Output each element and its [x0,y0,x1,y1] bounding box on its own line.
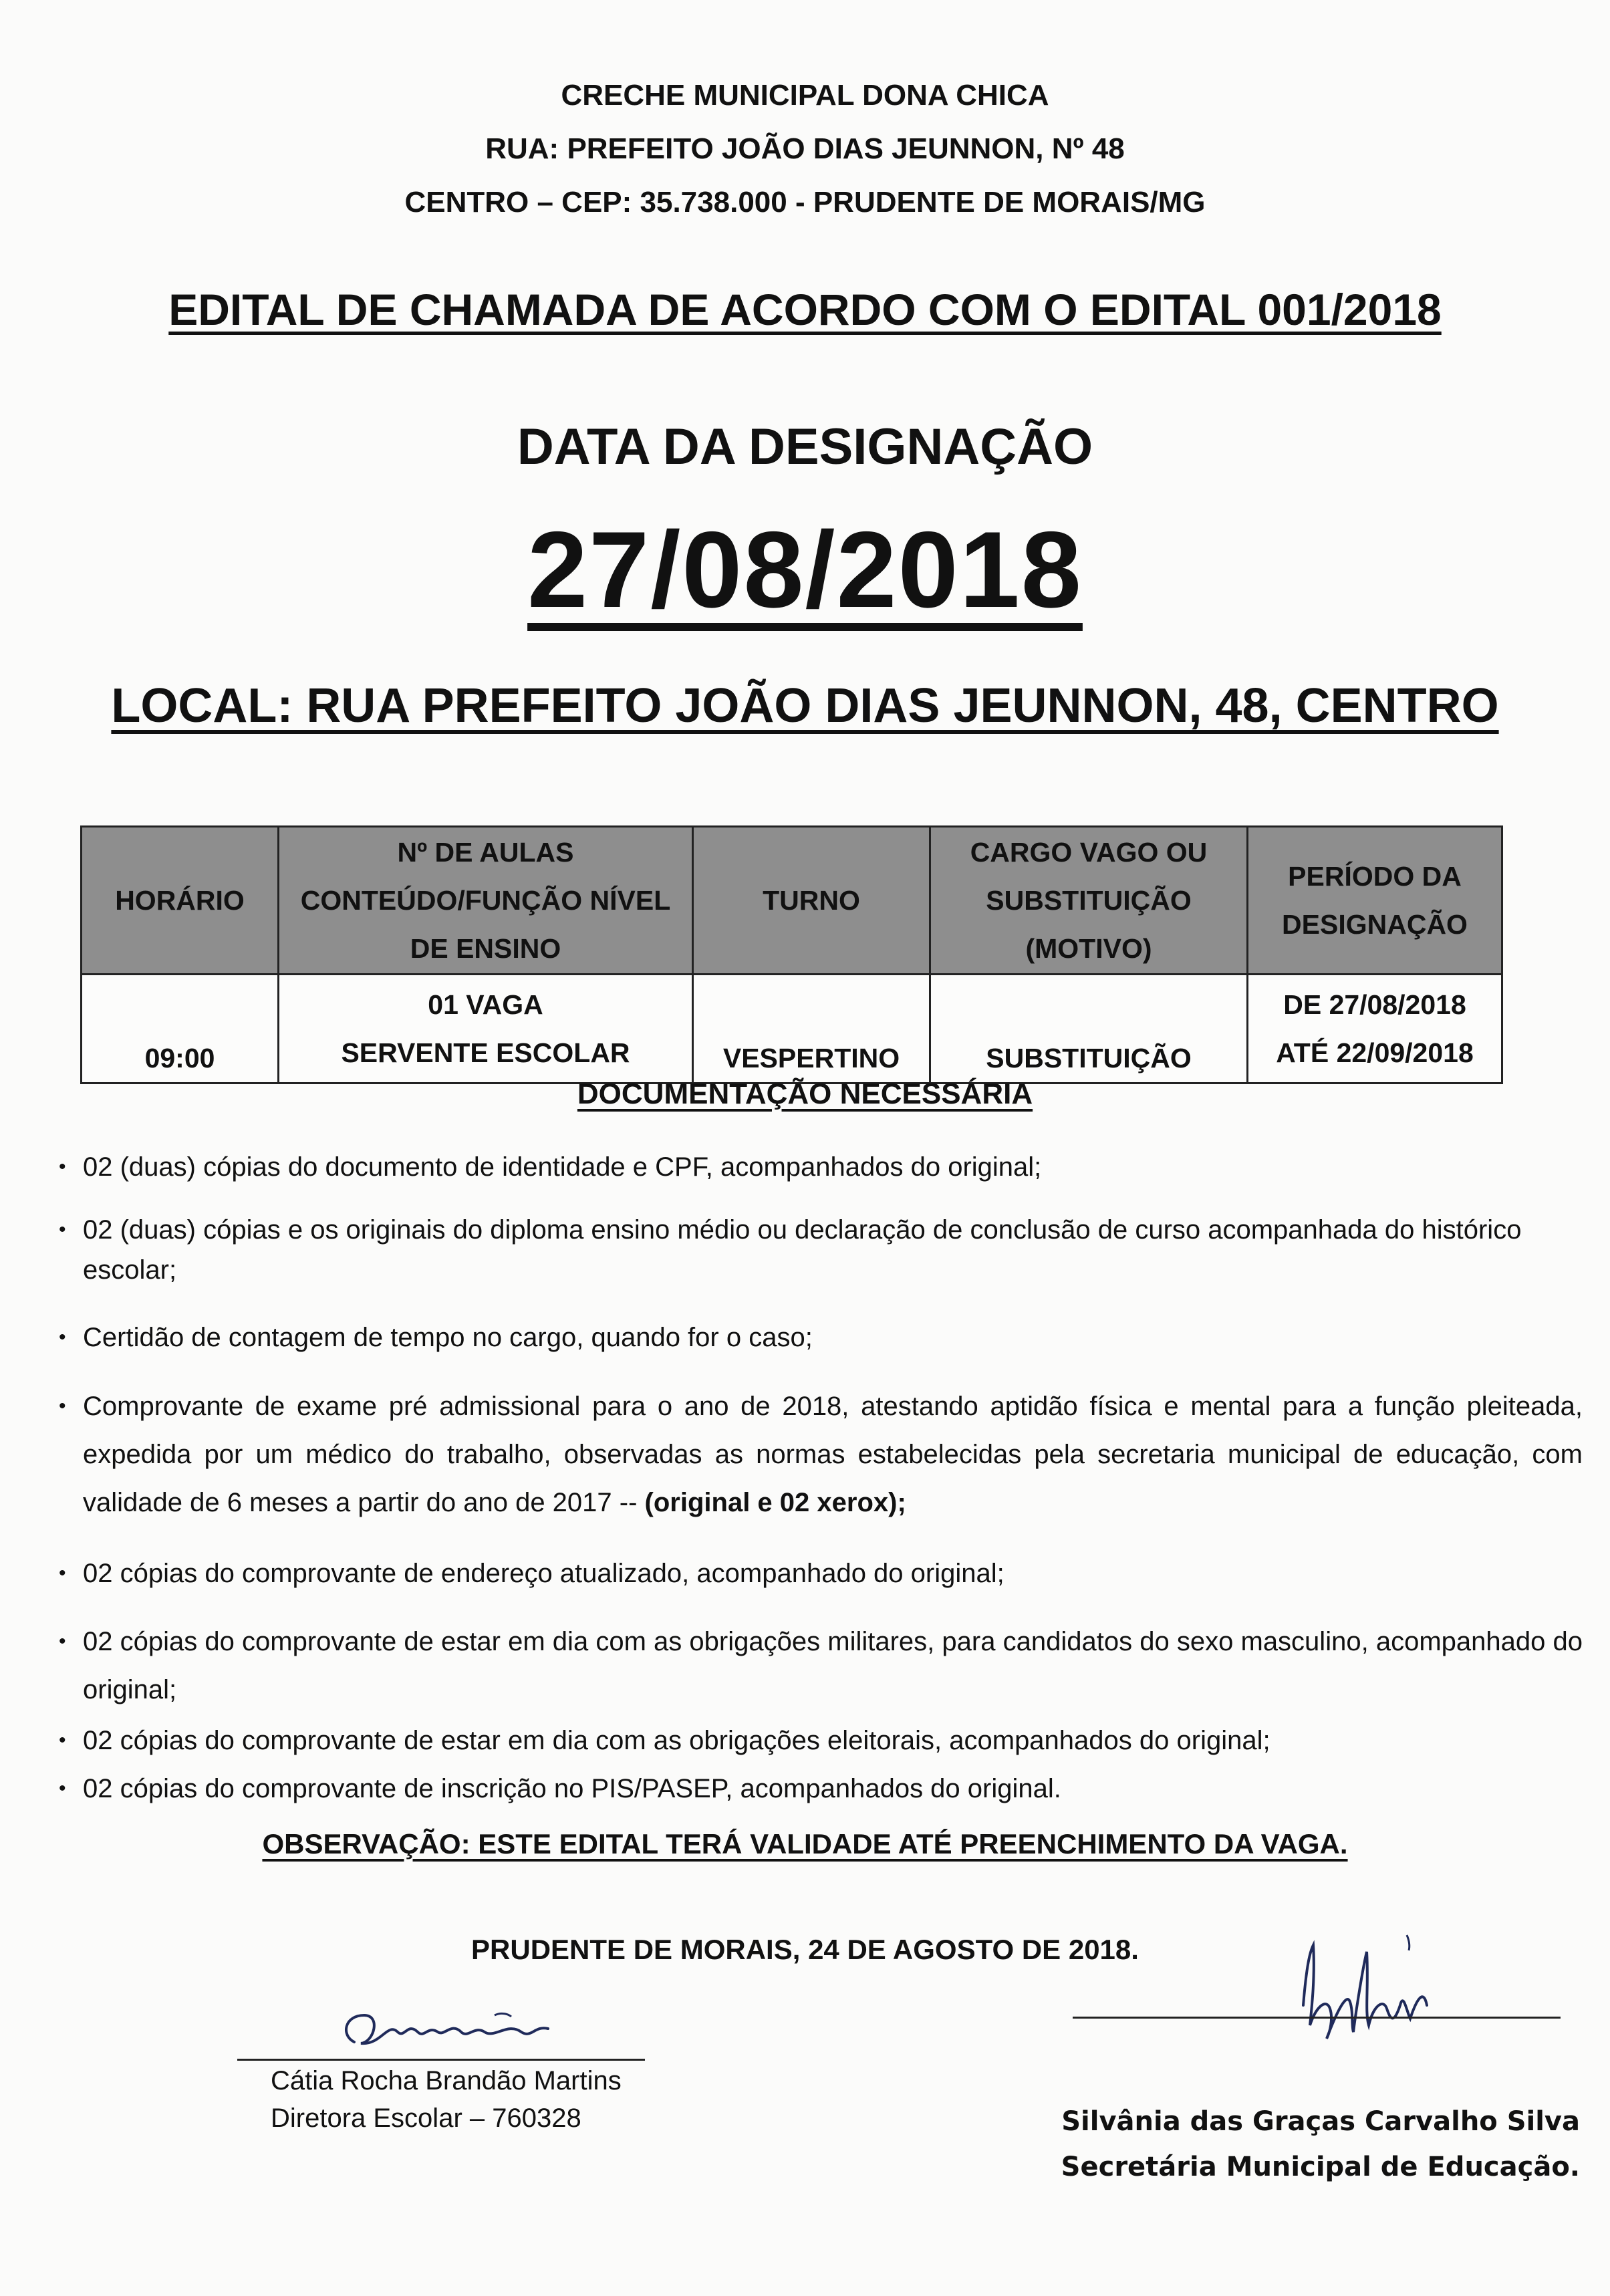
documents-title: DOCUMENTAÇÃO NECESSÁRIA [577,1077,1033,1110]
school-address: RUA: PREFEITO JOÃO DIAS JEUNNON, Nº 48 [485,132,1125,165]
signature-line-left [237,2059,645,2061]
signatory-right-role: Secretária Municipal de Educação. [1061,2152,1580,2182]
header-turno: TURNO [693,827,930,975]
signatory-right [1061,2099,1580,2190]
observation-note: OBSERVAÇÃO: ESTE EDITAL TERÁ VALIDADE ATÉ PREENCHIMENTO DA VAGA. [262,1828,1348,1860]
cell-turno: VESPERTINO [693,975,930,1083]
place-date: PRUDENTE DE MORAIS, 24 DE AGOSTO DE 2018. [471,1934,1139,1965]
bullet-icon: • [59,1326,66,1348]
list-item: • 02 (duas) cópias e os originais do diploma ensino médio ou declaração de conclusão de curso acompanhada do histórico escolar; [59,1210,1583,1290]
list-item: • 02 cópias do comprovante de estar em dia com as obrigações militares, para candidatos do sexo masculino, acompanhado do original; [59,1618,1583,1714]
bullet-icon: • [59,1729,66,1751]
header-periodo: PERÍODO DA DESIGNAÇÃO [1248,827,1502,975]
list-item: • Comprovante de exame pré admissional para o ano de 2018, atestando aptidão física e mental para a função pleiteada, expedida por um médico do trabalho, observadas as normas estabelecidas pela secretaria municipal de educação, com validade de 6 meses a partir do ano de 2017 -- (original e 02 xerox); [59,1382,1583,1527]
bullet-icon: • [59,1395,66,1417]
table-header-row [82,827,1502,975]
list-item: • Certidão de contagem de tempo no cargo, quando for o caso; [59,1313,1583,1362]
cell-aulas: 01 VAGA SERVENTE ESCOLAR [279,975,693,1083]
header-cargo: CARGO VAGO OU SUBSTITUIÇÃO (MOTIVO) [930,827,1248,975]
designation-label: DATA DA DESIGNAÇÃO [517,418,1093,475]
signatory-right-name: Silvânia das Graças Carvalho Silva [1061,2106,1580,2137]
header-horario: HORÁRIO [82,827,279,975]
bullet-icon: • [59,1777,66,1799]
bullet-icon: • [59,1156,66,1178]
list-item: • 02 cópias do comprovante de estar em dia com as obrigações eleitorais, acompanhados do original; [59,1716,1583,1765]
list-item: • 02 cópias do comprovante de endereço atualizado, acompanhado do original; [59,1549,1583,1598]
signature-right-icon [1290,1925,1444,2052]
bullet-icon: • [59,1219,66,1241]
list-item: • 02 (duas) cópias do documento de identidade e CPF, acompanhados do original; [59,1143,1583,1191]
bullet-icon: • [59,1630,66,1652]
table-row [82,975,1502,1083]
school-city-cep: CENTRO – CEP: 35.738.000 - PRUDENTE DE MORAIS/MG [404,186,1206,219]
list-item: • 02 cópias do comprovante de inscrição no PIS/PASEP, acompanhados do original. [59,1765,1583,1813]
designation-date: 27/08/2018 [527,509,1083,630]
school-name: CRECHE MUNICIPAL DONA CHICA [561,79,1049,112]
cell-cargo: SUBSTITUIÇÃO [930,975,1248,1083]
signature-left-icon [334,1995,561,2062]
signatory-left-name: Cátia Rocha Brandão Martins [271,2066,622,2095]
signatory-left [271,2062,622,2137]
edital-title: EDITAL DE CHAMADA DE ACORDO COM O EDITAL 001/2018 [168,285,1442,334]
cell-periodo: DE 27/08/2018 ATÉ 22/09/2018 [1248,975,1502,1083]
vacancy-table [80,825,1503,1084]
location-line: LOCAL: RUA PREFEITO JOÃO DIAS JEUNNON, 48, CENTRO [111,679,1499,733]
header-aulas: Nº DE AULAS CONTEÚDO/FUNÇÃO NÍVEL DE ENSINO [279,827,693,975]
signature-line-right [1073,2017,1561,2019]
signatory-left-role: Diretora Escolar – 760328 [271,2103,581,2133]
cell-horario: 09:00 [82,975,279,1083]
bullet-icon: • [59,1562,66,1584]
